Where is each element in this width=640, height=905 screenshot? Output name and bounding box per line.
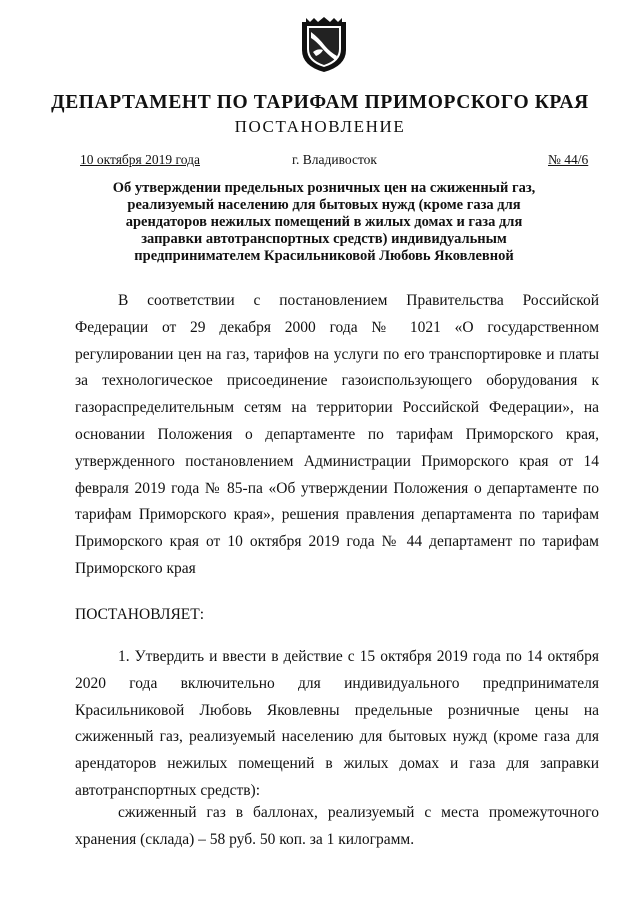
resolves-heading: ПОСТАНОВЛЯЕТ: — [75, 606, 205, 623]
department-heading: ДЕПАРТАМЕНТ ПО ТАРИФАМ ПРИМОРСКОГО КРАЯ — [51, 92, 589, 113]
item-1-paragraph: 1. Утвердить и ввести в действие с 15 октября 2019 года по 14 октября 2020 года включительно для индивидуального предпринимателя Красильниковой Любовь Яковлевны предельные розничные цены на сжиженный газ, реализуемый населению для бытовых нужд (кроме газа для арендаторов нежилых помещений в жилых домах и газа для заправки автотранспортных средств): — [75, 648, 599, 799]
coat-of-arms-emblem — [299, 16, 349, 74]
item-1-price-paragraph: сжиженный газ в баллонах, реализуемый с места промежуточного хранения (склада) – 58 руб. 50 коп. за 1 килограмм. — [75, 804, 599, 848]
document-type: ПОСТАНОВЛЕНИЕ — [234, 117, 406, 136]
preamble-paragraph: В соответствии с постановлением Правительства Российской Федерации от 29 декабря 2000 года № 1021 «О государственном регулировании цен на газ, тарифов на услуги по его транспортировке и платы за технологическое присоединение газоиспользующего оборудования к газораспределительным сетям на территории Российской Федерации», на основании Положения о департаменте по тарифам Приморского края, утвержденного постановлением Администрации Приморского края от 14 февраля 2019 года № 85-па «Об утверждении Положения о департаменте по тарифам Приморского края», решения правления департамента по тарифам Приморского края от 10 октября 2019 года № 44 департамент по тарифам Приморского края — [75, 292, 599, 577]
document-number: № 44/6 — [548, 152, 589, 167]
document-date: 10 октября 2019 года — [80, 152, 200, 167]
document-title: Об утверждении предельных розничных цен на сжиженный газ, реализуемый населению для бытовых нужд (кроме газа для арендаторов нежилых помещений в жилых домах и газа для заправки автотранспортных средств) индивидуальным предпринимателем Красильниковой Любовь Яковлевной — [112, 180, 536, 264]
document-city: г. Владивосток — [292, 152, 377, 167]
